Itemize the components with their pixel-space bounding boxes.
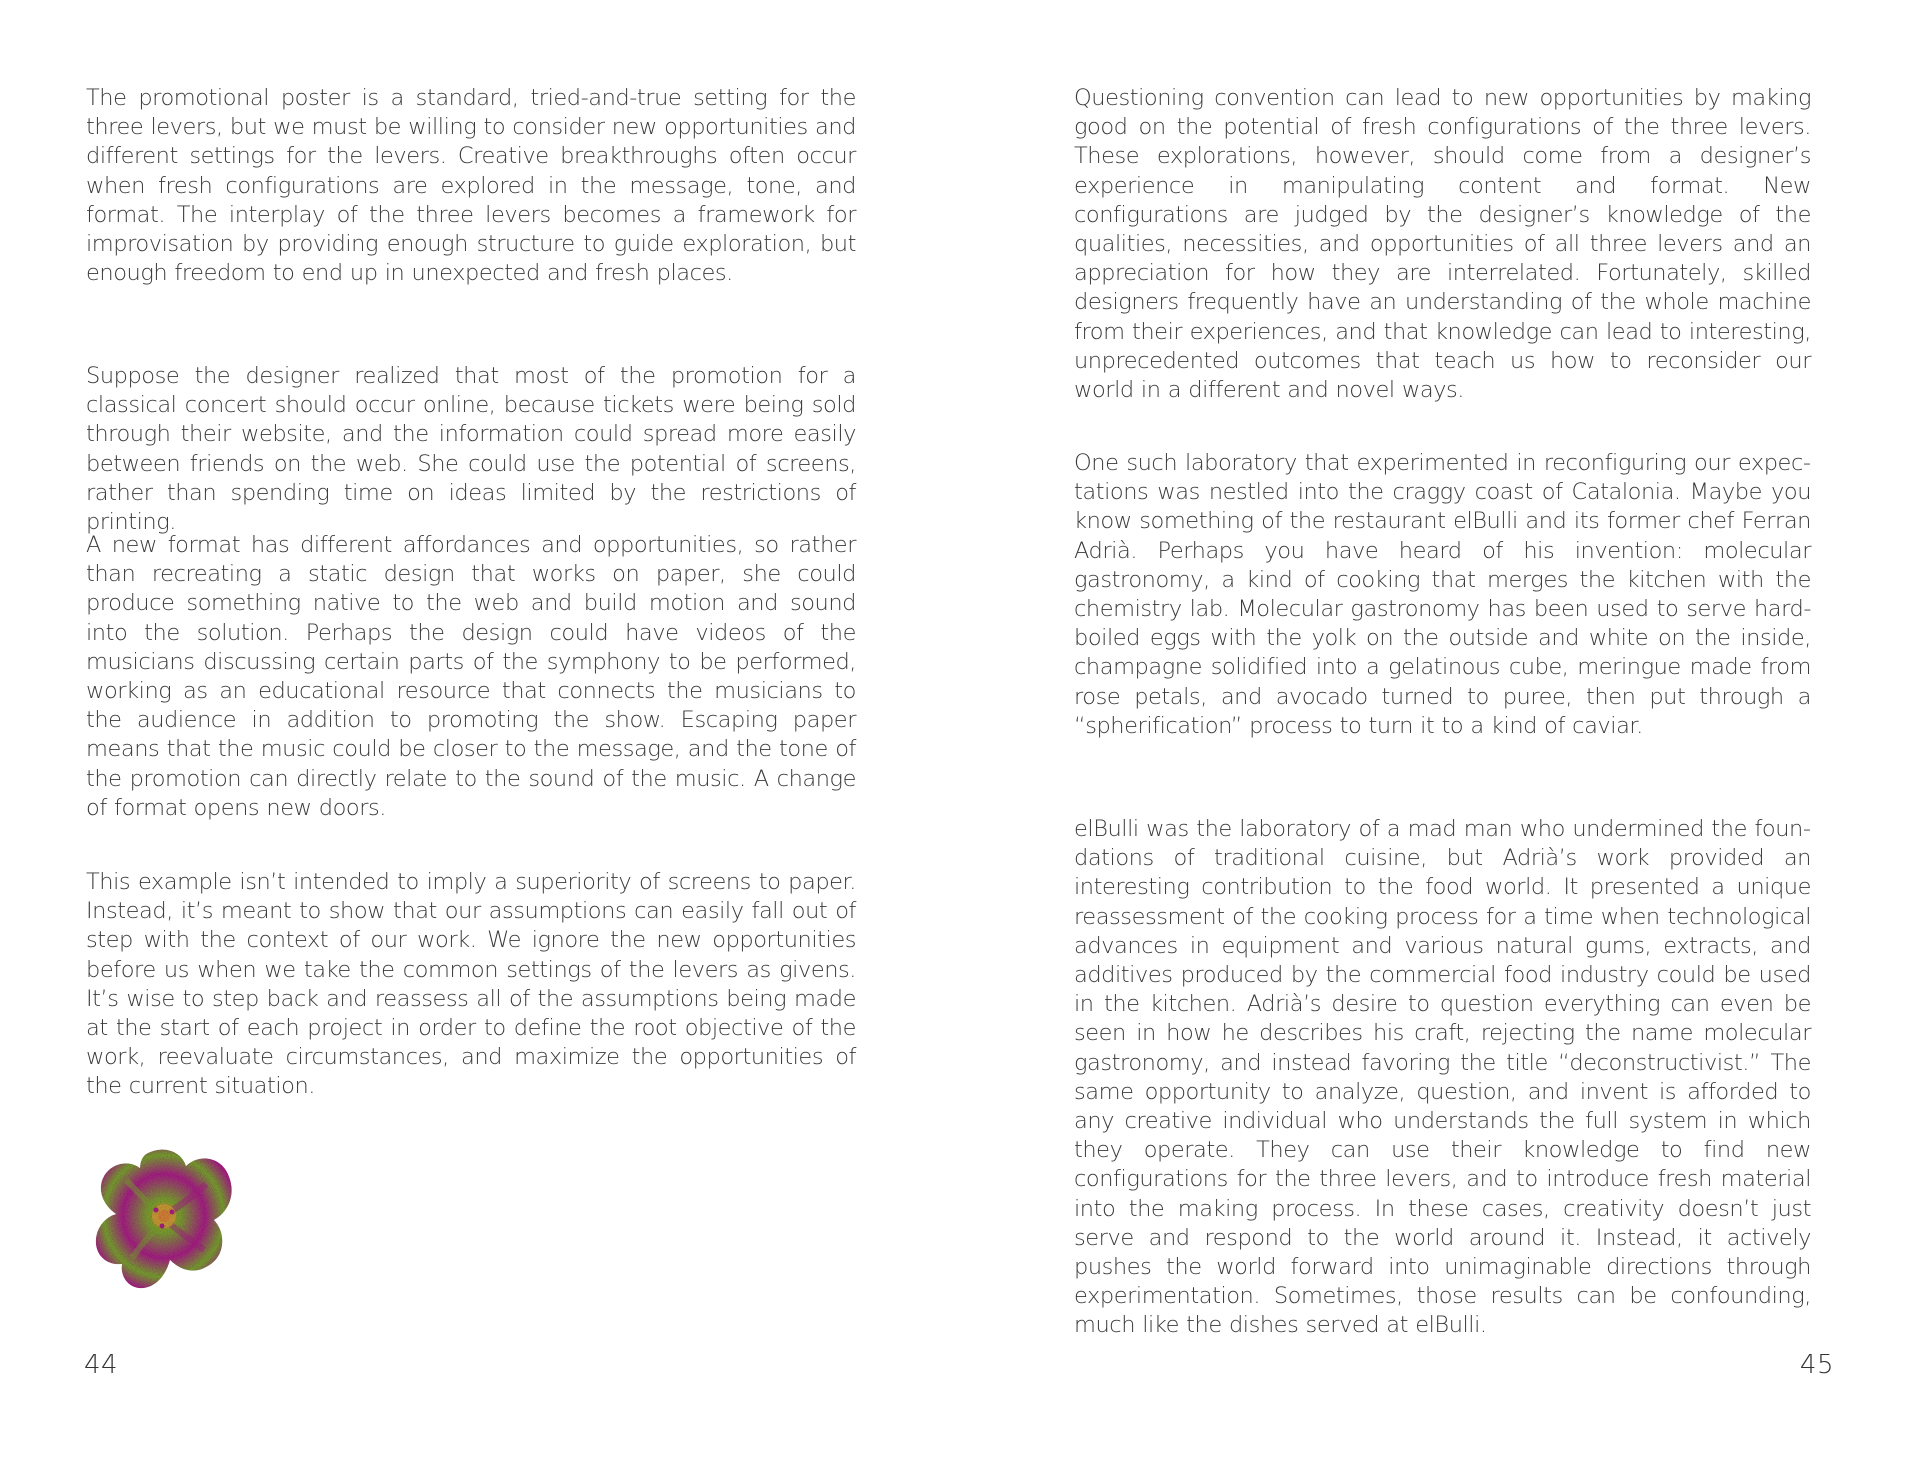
left-paragraph-3: A new format has different affordances and opportunities, so rather than recreating a static design that works on paper, she could produce something native to the web and build motion and sound into the solution. Perhaps the design could have videos of the musicians discussing certain parts of the symphony to be performed, working as an educational resource that connects the musicians to the audience in addition to promoting the show. Escaping paper means that the music could be closer to the message, and the tone of the promotion can directly relate to the sound of the music. A change of format opens new doors. [86, 532, 856, 821]
left-paragraph-4: This example isn’t intended to imply a superiority of screens to paper. Instead, it’s meant to show that our assumptions can easily fall out of step with the context of our work. We ignore the new opportunities before us when we take the common settings of the levers as givens. It’s wise to step back and reassess all of the assumptions being made at the start of each project in order to define the root objective of the work, reevaluate circumstances, and maximize the opportunities of the current situation. [86, 869, 856, 1100]
right-paragraph-2: One such laboratory that experimented in reconfiguring our expectations was nestled into the craggy coast of Catalonia. Maybe you know something of the restaurant elBulli and its former chef Ferran Adrià. Perhaps you have heard of his invention: molecular gastronomy, a kind of cooking that merges the kitchen with the chemistry lab. Molecular gastronomy has been used to serve hard-boiled eggs with the yolk on the outside and white on the inside, champagne solidified into a gelatinous cube, meringue made from rose petals, and avocado turned to puree, then put through a “spherification” process to turn it to a kind of caviar. [1074, 450, 1811, 739]
right-paragraph-1: Questioning convention can lead to new opportunities by making good on the potential of fresh configurations of the three levers. These explorations, however, should come from a designer’s experience in manipulating content and format. New configurations are judged by the designer’s knowledge of the qualities, necessities, and opportunities of all three levers and an appreciation for how they are interrelated. Fortunately, skilled designers frequently have an understanding of the whole machine from their experiences, and that knowledge can lead to interesting, unprecedented outcomes that teach us how to reconsider our world in a different and novel ways. [1074, 85, 1811, 404]
flower-illustration [86, 1140, 240, 1294]
left-paragraph-2: Suppose the designer realized that most of the promotion for a classical concert should occur online, because tickets were being sold through their website, and the information could spread more easily between friends on the web. She could use the potential of screens, rather than spending time on ideas limited by the restrictions of printing. [86, 363, 856, 536]
page-number-right: 45 [1799, 1350, 1834, 1380]
page-number-left: 44 [84, 1350, 119, 1380]
left-paragraph-1: The promotional poster is a standard, tried-and-true setting for the three levers, but we must be willing to consider new opportunities and different settings for the levers. Creative breakthroughs often occur when fresh configurations are explored in the message, tone, and format. The interplay of the three levers becomes a framework for improvisation by providing enough structure to guide exploration, but enough freedom to end up in unexpected and fresh places. [86, 85, 856, 287]
right-page [960, 0, 1920, 1484]
right-paragraph-3: elBulli was the laboratory of a mad man who undermined the foundations of traditional cuisine, but Adrià’s work provided an interesting contribution to the food world. It presented a unique reassessment of the cooking process for a time when technological advances in equipment and various natural gums, extracts, and additives produced by the commercial food industry could be used in the kitchen. Adrià’s desire to question everything can even be seen in how he describes his craft, rejecting the name molecular gastronomy, and instead favoring the title “deconstructivist.” The same opportunity to analyze, question, and invent is afforded to any creative individual who understands the full system in which they operate. They can use their knowledge to find new configurations for the three levers, and to introduce fresh material into the making process. In these cases, creativity doesn’t just serve and respond to the world around it. Instead, it actively pushes the world forward into unimaginable directions through experimentation. Sometimes, those results can be confounding, much like the dishes served at elBulli. [1074, 816, 1811, 1339]
